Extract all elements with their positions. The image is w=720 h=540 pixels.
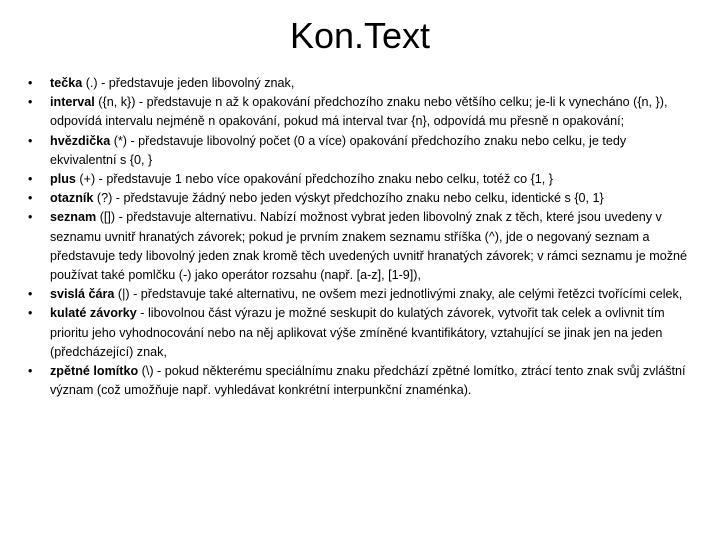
- bullet-icon: •: [28, 306, 33, 321]
- bullet-icon: •: [28, 191, 33, 206]
- bullet-icon: •: [28, 364, 33, 379]
- list-item: [28, 304, 692, 362]
- item-text: ([]) - představuje alternativu. Nabízí možnost vybrat jeden libovolný znak z těch, které jsou uvedeny v seznamu uvnitř hranatých závorek; pokud je prvním znakem seznamu stříška (^), jde o negovaný seznam a představuje tedy libovolný jeden znak kromě těch uvedených uvnitř hranatých závorek; v rámci seznamu je možné používat také pomlčku (-) jako operátor rozsahu (např. [a-z], [1-9]),: [50, 210, 688, 283]
- item-term: svislá čára: [50, 287, 115, 302]
- list-item: [28, 93, 692, 131]
- item-term: tečka: [50, 76, 83, 90]
- item-term: interval: [50, 95, 95, 110]
- list-item: [28, 170, 692, 189]
- item-term: seznam: [50, 210, 97, 225]
- item-text: (+) - představuje 1 nebo více opakování předchozího znaku nebo celku, totéž co {1, }: [75, 172, 554, 187]
- list-item: [28, 132, 692, 170]
- item-text: (|) - představuje také alternativu, ne ovšem mezi jednotlivými znaky, ale celými řetězci tvořícími celek,: [114, 287, 683, 302]
- item-text: (*) - představuje libovolný počet (0 a více) opakování předchozího znaku nebo celku, je tedy ekvivalentní s {0, }: [50, 133, 627, 167]
- bullet-icon: •: [28, 210, 33, 225]
- bullet-icon: •: [28, 95, 33, 110]
- list-item: [28, 208, 692, 285]
- item-text: (\) - pokud některému speciálnímu znaku předchází zpětné lomítko, ztrácí tento znak svůj zvláštní význam (což umožňuje např. vyhledávat konkrétní interpunkční znaménka).: [50, 364, 686, 398]
- item-term: plus: [50, 172, 76, 187]
- slide-title: Kon.Text: [289, 15, 431, 56]
- item-text: ({n, k}) - představuje n až k opakování předchozího znaku nebo většího celku; je-li k vynecháno ({n, }), odpovídá intervalu nejméně n opakování, pokud má interval tvar {n}, odpovídá mu přesně n opakování;: [50, 95, 668, 129]
- list-item: [28, 285, 692, 304]
- list-item: [28, 362, 692, 400]
- bullet-icon: •: [28, 287, 33, 302]
- item-term: otazník: [50, 191, 94, 206]
- item-term: zpětné lomítko: [50, 364, 139, 379]
- bullet-list: [28, 74, 692, 400]
- item-text: (?) - představuje žádný nebo jeden výskyt předchozího znaku nebo celku, identické s {0, 1}: [93, 191, 604, 206]
- list-item: [28, 74, 692, 93]
- bullet-icon: •: [28, 172, 33, 187]
- item-term: kulaté závorky: [50, 306, 137, 321]
- bullet-icon: •: [28, 76, 33, 90]
- item-text: - libovolnou část výrazu je možné seskupit do kulatých závorek, vytvořit tak celek a ovlivnit tím prioritu jeho vyhodnocování nebo na něj aplikovat výše zmíněné kvantifikátory, vztahující se jinak jen na jeden (předcházející) znak,: [50, 306, 665, 359]
- list-item: [28, 189, 692, 208]
- bullet-icon: •: [28, 133, 33, 148]
- item-term: hvězdička: [50, 133, 111, 148]
- item-text: (.) - představuje jeden libovolný znak,: [82, 76, 295, 90]
